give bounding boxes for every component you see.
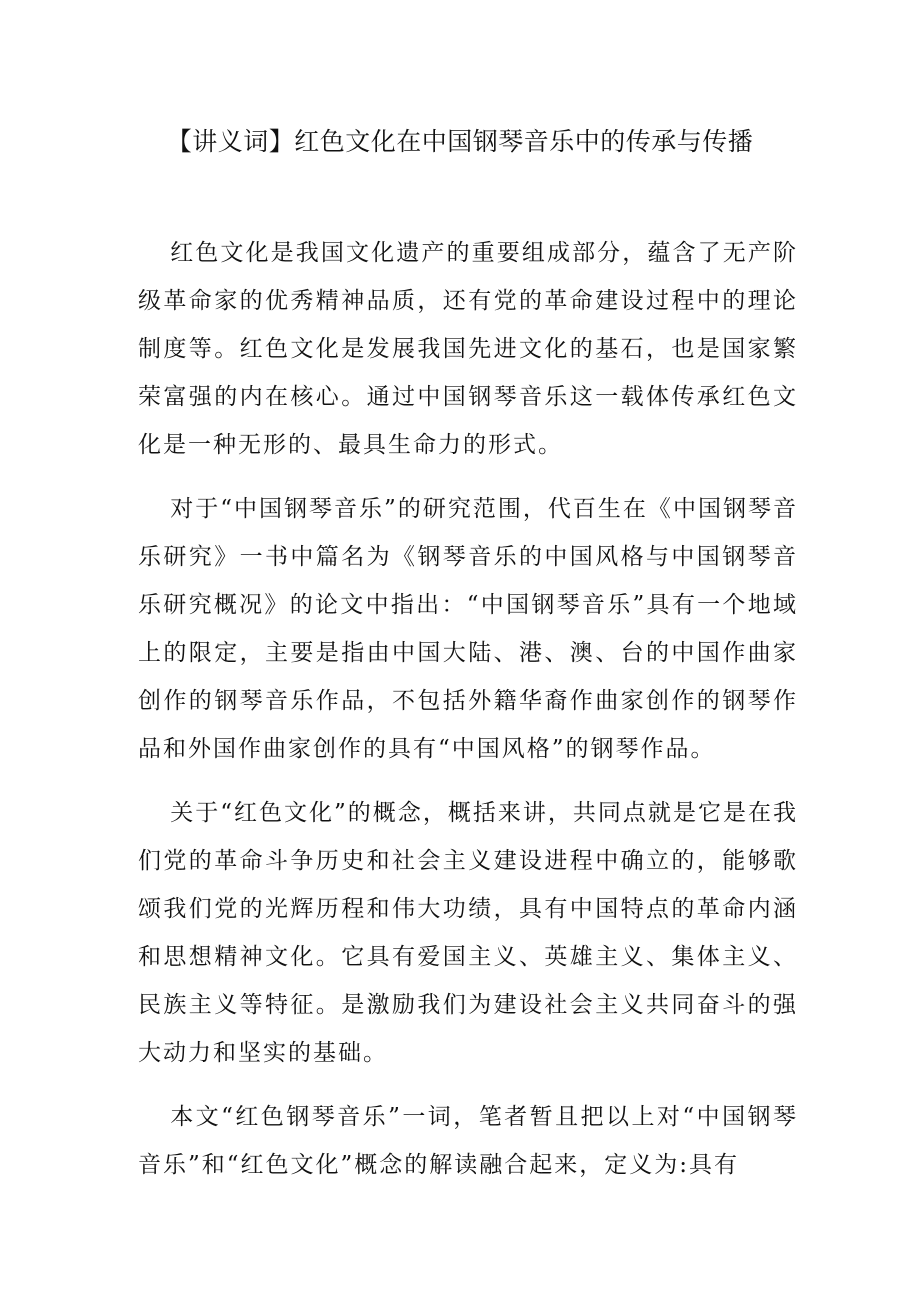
document-body	[138, 229, 798, 1205]
document-title: 【讲义词】红色文化在中国钢琴音乐中的传承与传播	[166, 127, 754, 156]
paragraph-4: 本文“红色钢琴音乐”一词，笔者暂且把以上对“中国钢琴音乐”和“红色文化”概念的解读融合起来，定义为:具有	[138, 1104, 798, 1178]
paragraph-3: 关于“红色文化”的概念，概括来讲，共同点就是它是在我们党的革命斗争历史和社会主义建设进程中确立的，能够歌颂我们党的光辉历程和伟大功绩，具有中国特点的革命内涵和思想精神文化。它具有爱国主义、英雄主义、集体主义、民族主义等特征。是激励我们为建设社会主义共同奋斗的强大动力和坚实的基础。	[138, 800, 798, 1066]
paragraph-2: 对于“中国钢琴音乐”的研究范围，代百生在《中国钢琴音乐研究》一书中篇名为《钢琴音乐的中国风格与中国钢琴音乐研究概况》的论文中指出：“中国钢琴音乐”具有一个地域上的限定，主要是指由中国大陆、港、澳、台的中国作曲家创作的钢琴音乐作品，不包括外籍华裔作曲家创作的钢琴作品和外国作曲家创作的具有“中国风格”的钢琴作品。	[138, 496, 798, 762]
paragraph-1: 红色文化是我国文化遗产的重要组成部分，蕴含了无产阶级革命家的优秀精神品质，还有党的革命建设过程中的理论制度等。红色文化是发展我国先进文化的基石，也是国家繁荣富强的内在核心。通过中国钢琴音乐这一载体传承红色文化是一种无形的、最具生命力的形式。	[138, 240, 798, 458]
